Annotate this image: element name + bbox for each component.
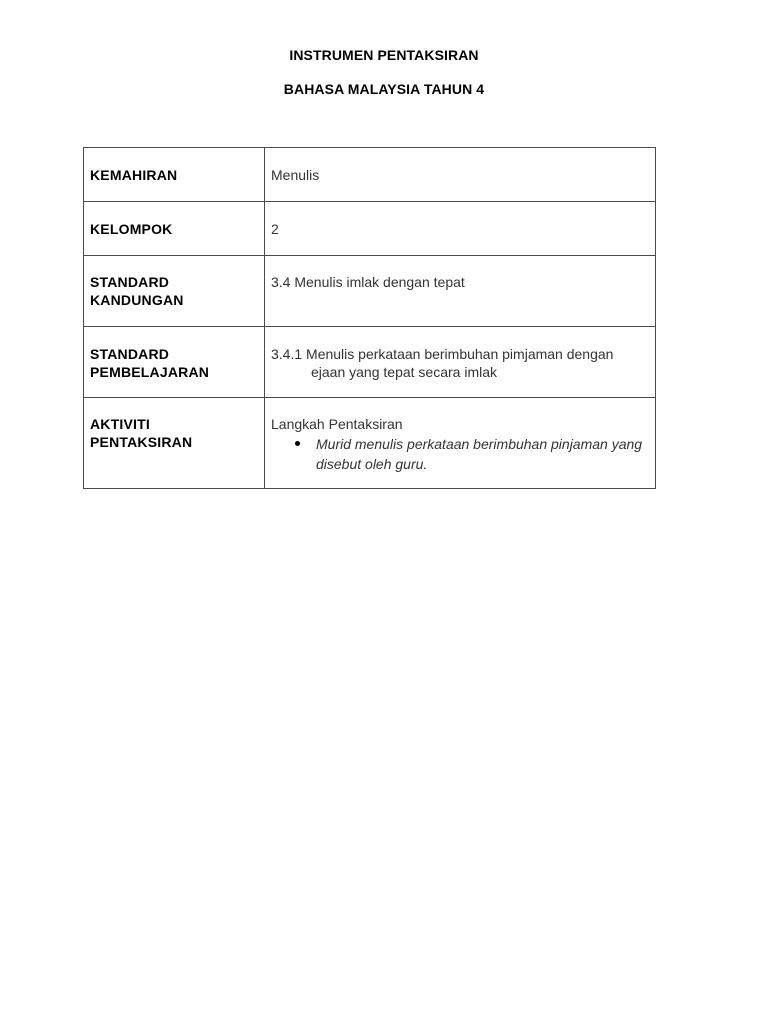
label-text: STANDARD KANDUNGAN — [90, 274, 184, 308]
row-label-kelompok: KELOMPOK — [84, 202, 265, 256]
document-title: INSTRUMEN PENTAKSIRAN — [289, 47, 479, 63]
row-label-standard-pembelajaran — [84, 327, 265, 398]
document-subtitle: BAHASA MALAYSIA TAHUN 4 — [283, 81, 485, 97]
bullet-list — [271, 433, 649, 474]
list-item — [271, 433, 649, 474]
value-line: 3.4.1 Menulis perkataan berimbuhan pimjaman dengan — [271, 346, 614, 362]
row-label-aktiviti-pentaksiran — [84, 398, 265, 489]
row-value-kelompok: 2 — [265, 202, 656, 256]
table-row — [84, 398, 656, 489]
table-row — [84, 148, 656, 202]
row-value-aktiviti-pentaksiran — [265, 398, 656, 489]
row-label-standard-kandungan — [84, 256, 265, 327]
bullet-icon — [295, 441, 300, 446]
label-text: STANDARD PEMBELAJARAN — [90, 346, 210, 380]
table-row — [84, 256, 656, 327]
step-title: Langkah Pentaksiran — [271, 416, 403, 432]
table-row — [84, 327, 656, 398]
assessment-table — [83, 147, 656, 489]
label-text: AKTIVITI PENTAKSIRAN — [90, 416, 193, 450]
row-value-standard-kandungan: 3.4 Menulis imlak dengan tepat — [265, 256, 656, 327]
bullet-text: Murid menulis perkataan berimbuhan pinjaman yang disebut oleh guru. — [316, 436, 643, 472]
row-value-kemahiran: Menulis — [265, 148, 656, 202]
value-line-indented: ejaan yang tepat secara imlak — [311, 364, 497, 380]
row-value-standard-pembelajaran — [265, 327, 656, 398]
table-row — [84, 202, 656, 256]
row-label-kemahiran: KEMAHIRAN — [84, 148, 265, 202]
